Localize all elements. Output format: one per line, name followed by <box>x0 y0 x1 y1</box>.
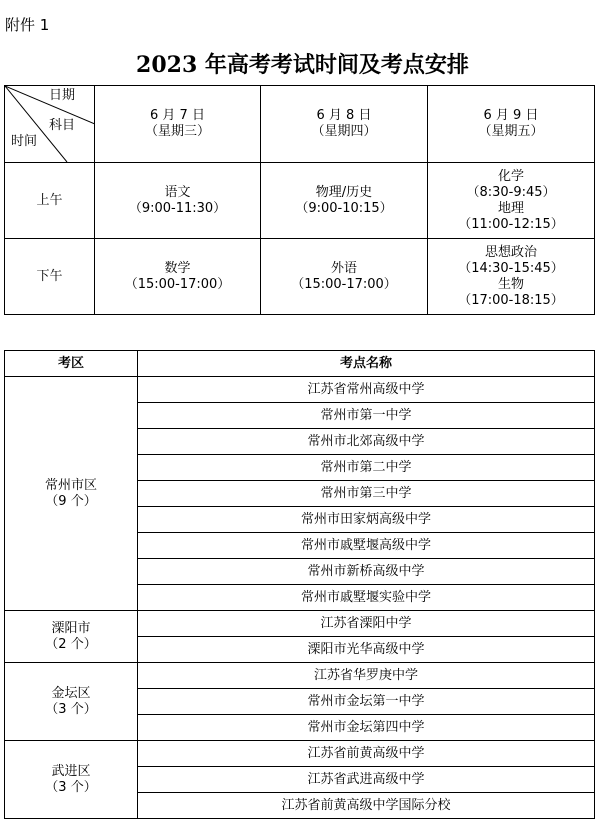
corner-date-label: 日期 <box>49 88 76 103</box>
district-cell <box>5 611 138 663</box>
day-date: 6 月 7 日 <box>150 108 205 123</box>
day-date: 6 月 8 日 <box>316 108 372 123</box>
exam-venue-table <box>4 350 595 819</box>
schedule-corner-cell <box>5 86 95 163</box>
venue-name: 溧阳市光华高级中学 <box>138 637 595 663</box>
district-count: （2 个） <box>45 636 97 652</box>
district-cell <box>5 377 138 611</box>
exam-cell <box>95 163 261 239</box>
venue-name: 常州市田家炳高级中学 <box>138 507 595 533</box>
day-header <box>95 86 261 163</box>
district-count: （3 个） <box>45 779 97 795</box>
corner-subject-label: 科目 <box>49 118 76 133</box>
exam-cell <box>261 239 428 315</box>
venue-name: 常州市金坛第四中学 <box>138 715 595 741</box>
district-name: 溧阳市 <box>51 620 91 636</box>
page-title: 2023 年高考考试时间及考点安排 <box>136 52 469 78</box>
day-header <box>261 86 428 163</box>
exam-subject: 生物 <box>497 276 524 292</box>
exam-time: （9:00-11:30） <box>128 200 227 216</box>
exam-subject: 数学 <box>164 260 191 276</box>
district-count: （9 个） <box>45 493 97 509</box>
period-label: 下午 <box>5 239 95 315</box>
district-count: （3 个） <box>45 701 97 717</box>
exam-schedule-table <box>4 85 595 315</box>
exam-subject: 外语 <box>330 260 357 276</box>
exam-time: （9:00-10:15） <box>295 200 393 216</box>
attachment-label: 附件 1 <box>5 16 50 34</box>
day-header <box>428 86 595 163</box>
venue-name: 常州市第一中学 <box>138 403 595 429</box>
exam-cell <box>428 163 595 239</box>
exam-time: （15:00-17:00） <box>124 276 231 292</box>
district-header: 考区 <box>5 351 138 377</box>
day-weekday: （星期四） <box>311 124 377 139</box>
district-name: 金坛区 <box>51 685 91 701</box>
venue-name: 常州市新桥高级中学 <box>138 559 595 585</box>
period-label: 上午 <box>5 163 95 239</box>
district-cell <box>5 741 138 819</box>
exam-subject: 思想政治 <box>484 244 537 260</box>
day-weekday: （星期五） <box>478 124 544 139</box>
exam-time: （11:00-12:15） <box>458 216 564 232</box>
district-cell <box>5 663 138 741</box>
exam-time: （8:30-9:45） <box>466 184 556 200</box>
exam-subject: 地理 <box>497 200 524 216</box>
venue-name: 常州市戚墅堰实验中学 <box>138 585 595 611</box>
exam-subject: 物理/历史 <box>315 184 373 200</box>
district-name: 武进区 <box>51 763 91 779</box>
venue-name: 江苏省前黄高级中学国际分校 <box>138 793 595 819</box>
venue-name: 常州市北郊高级中学 <box>138 429 595 455</box>
venue-header: 考点名称 <box>138 351 595 377</box>
exam-cell <box>428 239 595 315</box>
venue-name: 常州市戚墅堰高级中学 <box>138 533 595 559</box>
venue-name: 常州市金坛第一中学 <box>138 689 595 715</box>
exam-time: （15:00-17:00） <box>291 276 397 292</box>
exam-time: （14:30-15:45） <box>458 260 564 276</box>
corner-time-label: 时间 <box>11 134 38 149</box>
exam-cell <box>261 163 428 239</box>
venue-name: 江苏省前黄高级中学 <box>138 741 595 767</box>
district-name: 常州市区 <box>44 477 97 493</box>
exam-subject: 语文 <box>164 184 191 200</box>
venue-name: 江苏省华罗庚中学 <box>138 663 595 689</box>
venue-name: 常州市第三中学 <box>138 481 595 507</box>
exam-subject: 化学 <box>497 168 524 184</box>
exam-time: （17:00-18:15） <box>458 292 564 308</box>
day-date: 6 月 9 日 <box>483 108 539 123</box>
venue-name: 江苏省溧阳中学 <box>138 611 595 637</box>
venue-name: 江苏省常州高级中学 <box>138 377 595 403</box>
venue-name: 常州市第二中学 <box>138 455 595 481</box>
exam-cell <box>95 239 261 315</box>
venue-name: 江苏省武进高级中学 <box>138 767 595 793</box>
day-weekday: （星期三） <box>144 124 210 139</box>
